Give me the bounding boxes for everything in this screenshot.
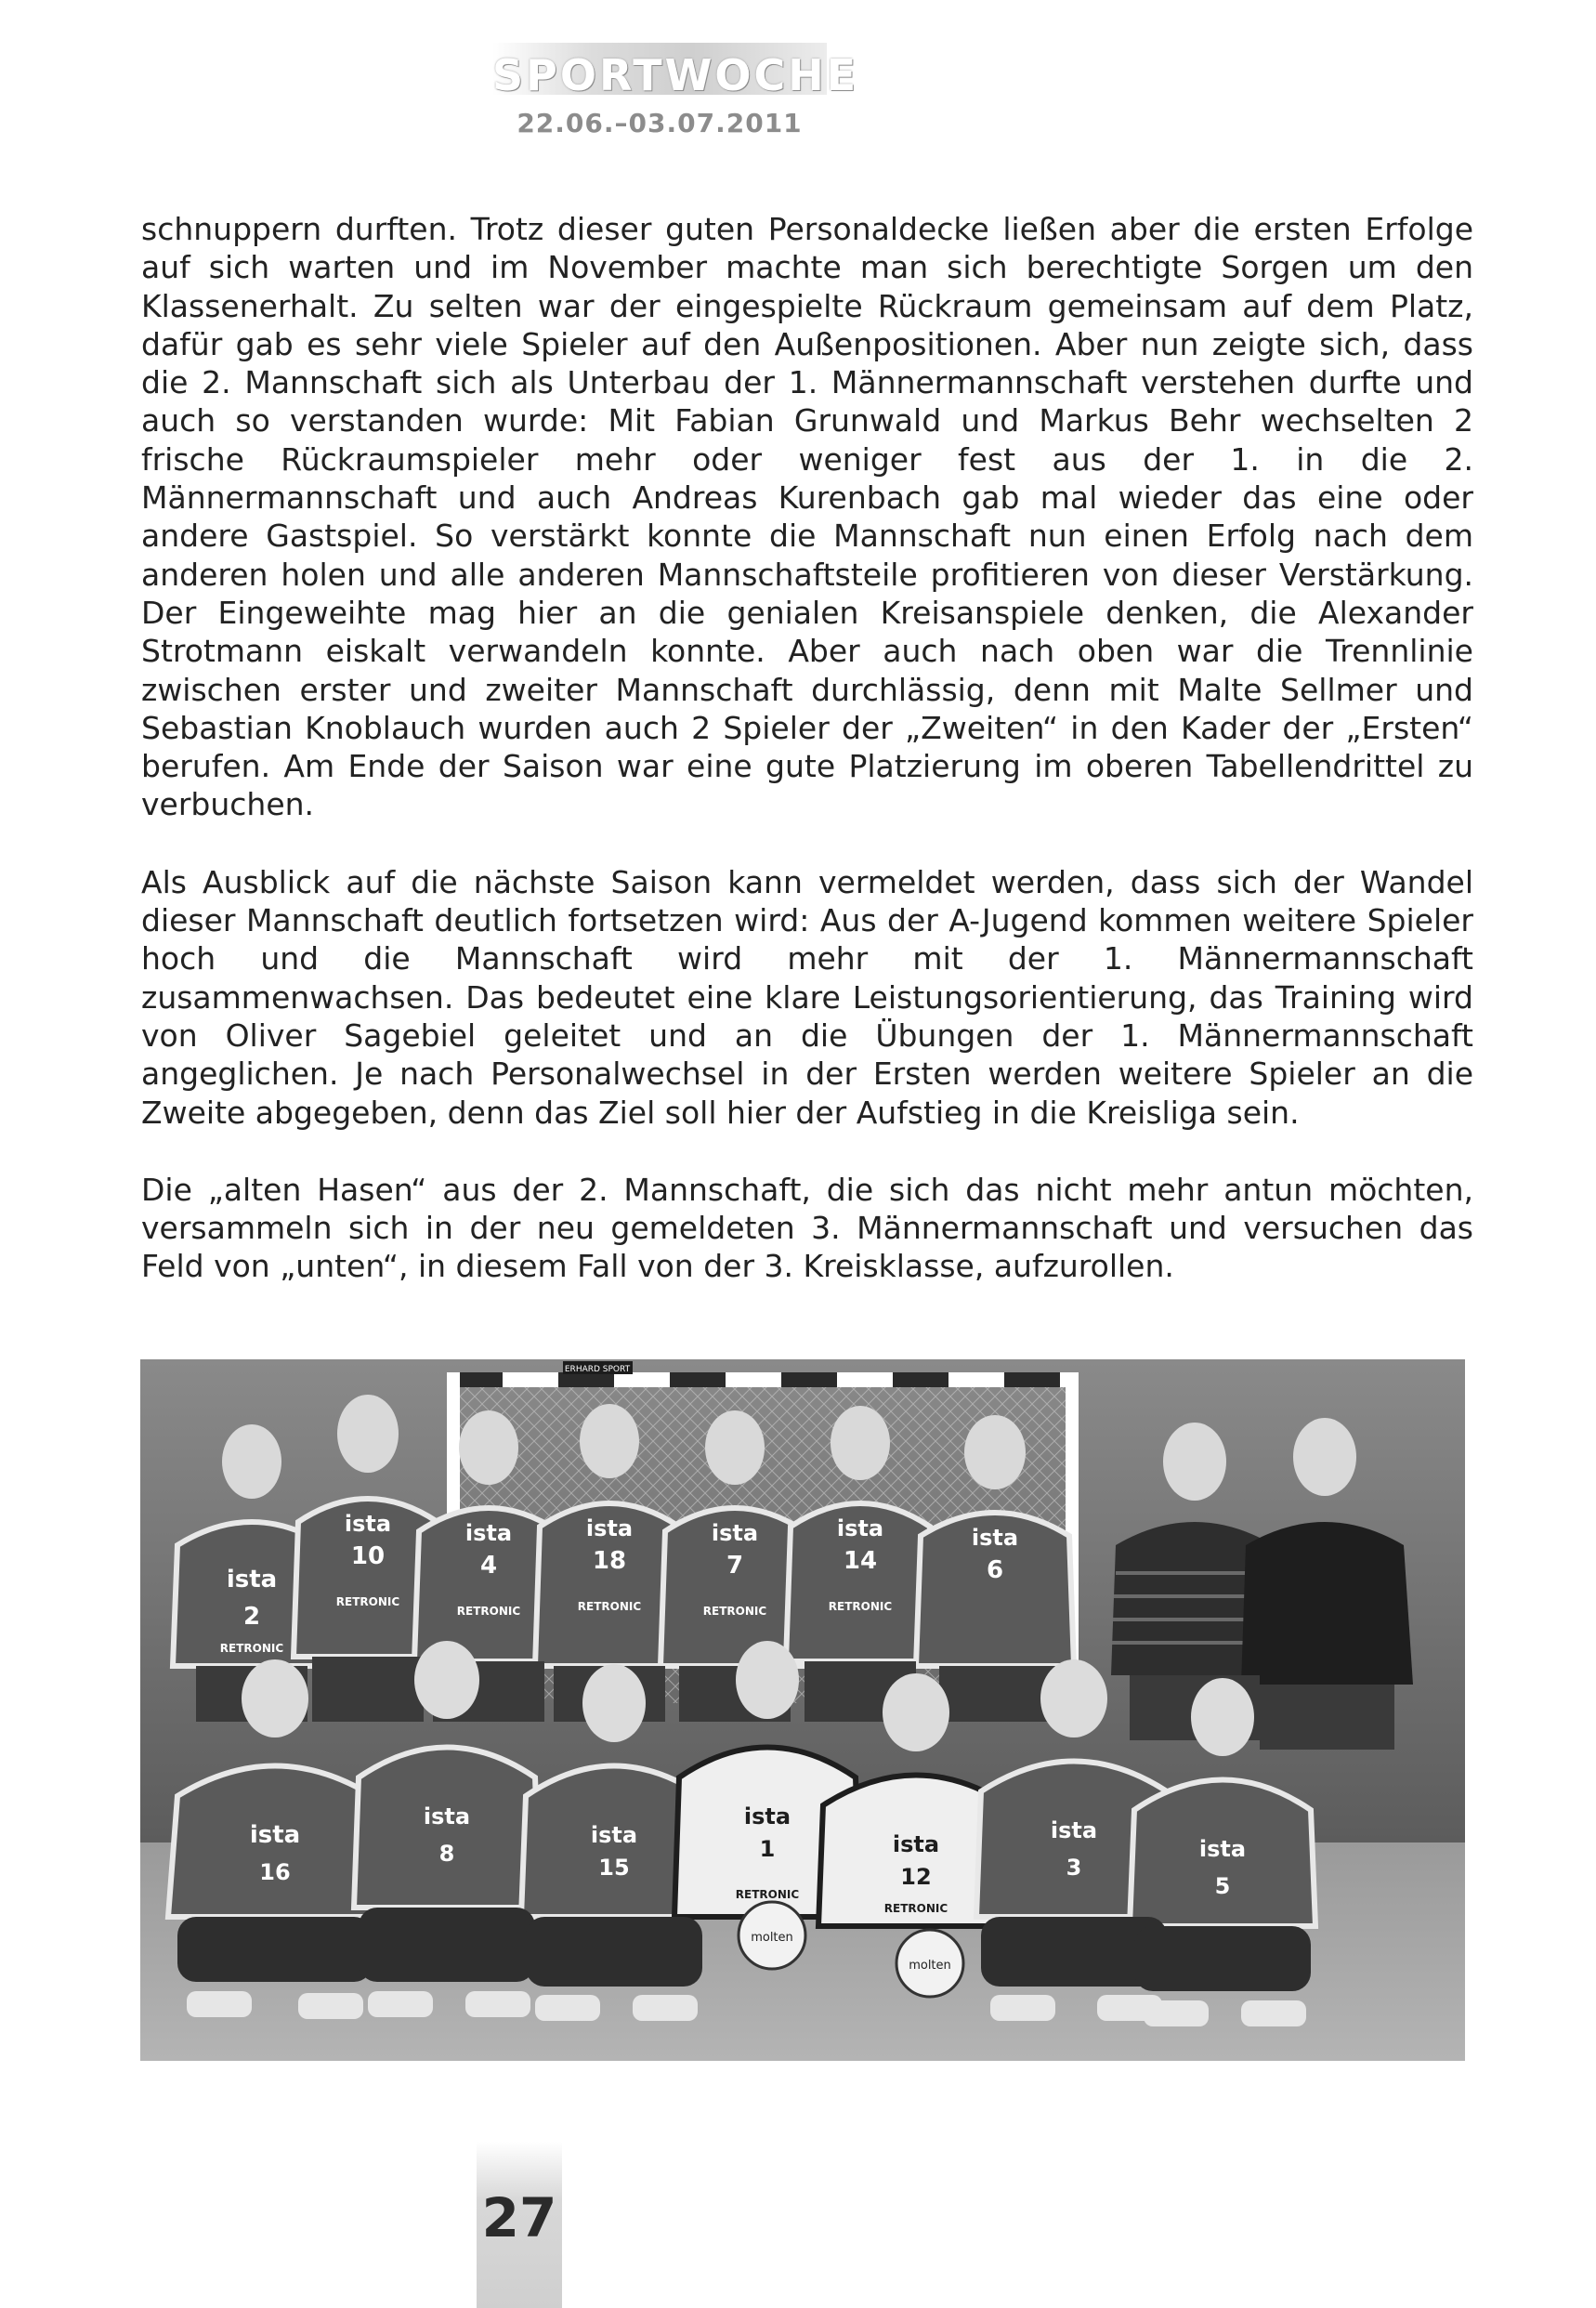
- front-row-number-1: 16: [259, 1859, 291, 1885]
- front-row-number-7: 5: [1214, 1873, 1231, 1899]
- article-paragraph-1: schnuppern durften. Trotz dieser guten Personaldecke ließen aber die ersten Erfolge auf sich warten und im November machte man sich berechtigte Sorgen um den Klassenerhalt. Zu selten war der eingespielte Rückraum gemeinsam auf dem Platz, dafür gab es sehr viele Spieler auf den Außenpositionen. Aber nun zeigte sich, dass die 2. Mannschaft sich als Unterbau der 1. Männermannschaft verstehen durfte und auch so verstanden wurde: Mit Fabian Grunwald und Markus Behr wechselten 2 frische Rückraumspieler mehr oder weniger fest aus der 1. in die 2. Männermannschaft und auch Andreas Kurenbach gab mal wieder das eine oder andere Gastspiel. So verstärkt konnte die Mannschaft nun einen Erfolg nach dem anderen holen und alle anderen Mannschaftsteile profitieren von dieser Verstärkung. Der Eingeweihte mag hier an die genialen Kreisanspiele denken, die Alexander Strotmann eiskalt verwandeln konnte. Aber auch nach oben war die Trennlinie zwischen erster und zweiter Mannschaft durchlässig, denn mit Malte Sellmer und Sebastian Knoblauch wurden auch 2 Spieler der „Zweiten“ in den Kader der „Ersten“ berufen. Am Ende der Saison war eine gute Platzierung im oberen Tabellendrittel zu verbuchen.: [141, 211, 1473, 823]
- back-row-number-7: 6: [986, 1556, 1004, 1584]
- shirt-sponsor-text: ista: [585, 1515, 634, 1541]
- shirt-sponsor-text: ista: [423, 1803, 471, 1829]
- page-header: [492, 26, 859, 138]
- back-row-number-6: 14: [843, 1547, 878, 1575]
- shirt-sponsor-2-text: RETRONIC: [219, 1642, 284, 1655]
- shirt-sponsor-2-text: RETRONIC: [456, 1605, 521, 1618]
- shirt-sponsor-2-text: RETRONIC: [883, 1902, 948, 1915]
- shirt-sponsor-text: ista: [1198, 1836, 1247, 1862]
- shirt-sponsor-text: ista: [590, 1822, 638, 1848]
- front-row-number-5: 12: [900, 1864, 932, 1890]
- shirt-sponsor-text: ista: [226, 1566, 278, 1593]
- front-row-number-2: 8: [438, 1841, 455, 1867]
- front-row-number-4: 1: [759, 1836, 776, 1862]
- shirt-sponsor-2-text: RETRONIC: [335, 1595, 400, 1608]
- article-body: [141, 210, 1473, 1325]
- shirt-sponsor-text: ista: [1050, 1817, 1098, 1843]
- shirt-sponsor-text: ista: [344, 1511, 392, 1537]
- shirt-sponsor-text: ista: [743, 1803, 791, 1829]
- shirt-sponsor-text: ista: [711, 1520, 759, 1546]
- shirt-sponsor-2-text: RETRONIC: [702, 1605, 767, 1618]
- shirt-sponsor-2-text: RETRONIC: [735, 1888, 800, 1901]
- back-row-number-3: 4: [479, 1552, 498, 1580]
- back-row-number-4: 18: [592, 1547, 627, 1575]
- ball-text: molten: [751, 1931, 793, 1945]
- team-photo: [140, 1359, 1465, 2061]
- shirt-sponsor-2-text: RETRONIC: [828, 1600, 893, 1613]
- issue-date: 22.06.–03.07.2011: [517, 108, 803, 138]
- article-paragraph-2: Als Ausblick auf die nächste Saison kann vermeldet werden, dass sich der Wandel dieser Mannschaft deutlich fortsetzen wird: Aus der A-Jugend kommen weitere Spieler hoch und die Mannschaft wird mehr mit der 1. Männermannschaft zusammenwachsen. Das bedeutet eine klare Leistungsorientierung, das Training wird von Oliver Sagebiel geleitet und an die Übungen der 1. Männermannschaft angeglichen. Je nach Personalwechsel in der Ersten werden weitere Spieler an die Zweite abgegeben, denn das Ziel soll hier der Aufstieg in die Kreisliga sein.: [141, 863, 1473, 1131]
- page-number-box: [477, 2142, 562, 2308]
- shirt-sponsor-text: ista: [971, 1525, 1019, 1551]
- shirt-sponsor-text: ista: [464, 1520, 513, 1546]
- front-row-number-6: 3: [1066, 1855, 1082, 1881]
- article-paragraph-3: Die „alten Hasen“ aus der 2. Mannschaft, die sich das nicht mehr antun möchten, versammeln sich in der neu gemeldeten 3. Männermannschaft und versuchen das Feld von „unten“, in diesem Fall von der 3. Kreisklasse, aufzurollen.: [141, 1171, 1473, 1285]
- goal-crossbar: [447, 1372, 1079, 1387]
- team-photo-illustration: [140, 1359, 1465, 2061]
- magazine-title: SPORTWOCHE: [492, 50, 859, 100]
- page-number: 27: [481, 2186, 557, 2249]
- shirt-sponsor-text: ista: [836, 1515, 884, 1541]
- shirt-sponsor-2-text: RETRONIC: [577, 1600, 642, 1613]
- shirt-sponsor-text: ista: [892, 1831, 940, 1857]
- shirt-sponsor-text: ista: [249, 1821, 301, 1849]
- ball-text: molten: [909, 1959, 951, 1973]
- goal-banner-text: ERHARD SPORT: [564, 1365, 631, 1374]
- back-row-number-1: 2: [242, 1603, 261, 1631]
- back-row-number-5: 7: [726, 1552, 744, 1580]
- back-row-number-2: 10: [350, 1542, 386, 1570]
- front-row-number-3: 15: [598, 1855, 630, 1881]
